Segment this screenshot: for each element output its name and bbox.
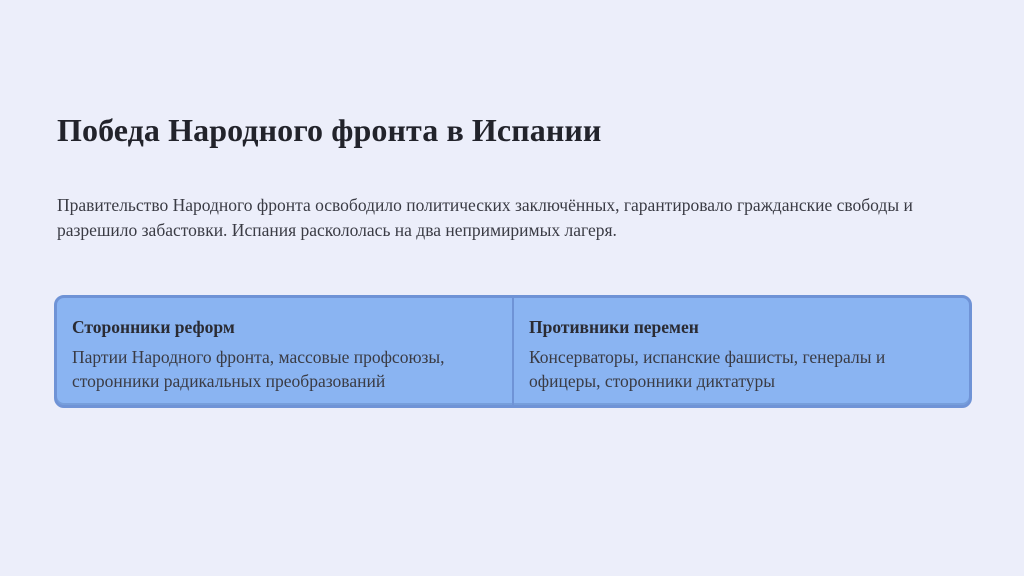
column-body: Партии Народного фронта, массовые профсоюзы, сторонники радикальных преобразований [72, 347, 445, 391]
column-reform-supporters [57, 298, 512, 405]
comparison-panel [54, 295, 972, 408]
slide-title: Победа Народного фронта в Испании [57, 112, 602, 148]
intro-paragraph: Правительство Народного фронта освободило политических заключённых, гарантировало гражданские свободы и разрешило забастовки. Испания раскололась на два непримиримых лагеря. [57, 195, 913, 240]
column-heading: Противники перемен [529, 317, 699, 337]
column-body: Консерваторы, испанские фашисты, генералы и офицеры, сторонники диктатуры [529, 347, 886, 391]
column-heading: Сторонники реформ [72, 317, 235, 337]
column-change-opponents [512, 298, 969, 405]
